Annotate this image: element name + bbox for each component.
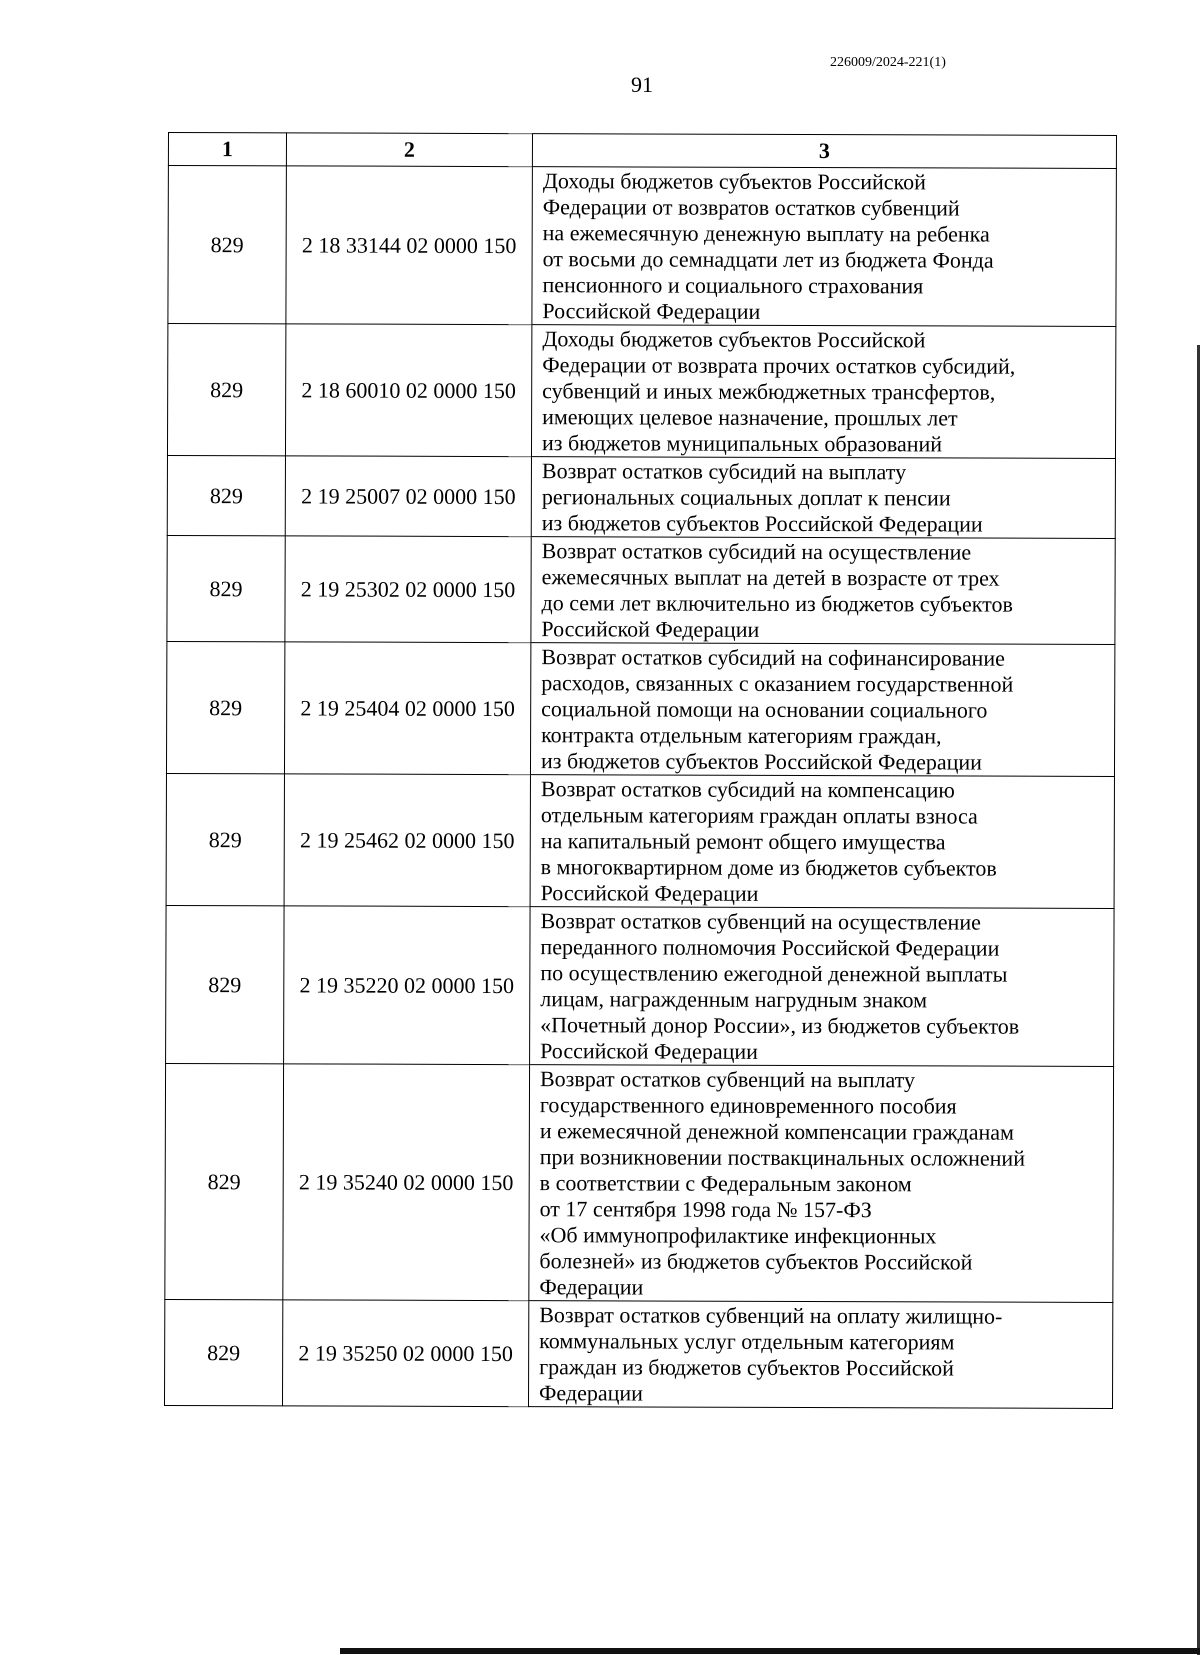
description-line: контракта отдельным категориям граждан,: [541, 722, 942, 749]
table-header-row: [168, 133, 1116, 169]
table-row: [167, 324, 1115, 459]
admin-code-cell: 829: [164, 1299, 282, 1405]
table-row: [167, 455, 1115, 538]
description-line: по осуществлению ежегодной денежной выплаты: [540, 960, 1008, 987]
description-line: Возврат остатков субсидий на софинансирование: [541, 644, 1005, 671]
description-line: от 17 сентября 1998 года № 157-ФЗ: [539, 1196, 872, 1223]
scan-edge-bottom: [340, 1648, 1200, 1654]
description-line: Доходы бюджетов субъектов Российской: [542, 168, 926, 195]
description-line: Возврат остатков субвенций на оплату жилищно-: [539, 1302, 1003, 1329]
column-header-3: 3: [532, 134, 1116, 169]
description-line: региональных социальных доплат к пенсии: [541, 484, 951, 511]
revenue-description-cell: [532, 167, 1116, 327]
description-line: из бюджетов субъектов Российской Федерации: [541, 510, 983, 537]
budget-classification-code-cell: 2 18 33144 02 0000 150: [286, 166, 532, 325]
revenue-description-cell: [530, 775, 1114, 909]
revenue-description-cell: [529, 1065, 1114, 1303]
description-line: отдельным категориям граждан оплаты взноса: [540, 802, 978, 829]
admin-code-cell: 829: [165, 1063, 284, 1299]
description-line: Федерации от возврата прочих остатков субсидий,: [542, 352, 1016, 379]
description-line: пенсионного и социального страхования: [542, 272, 924, 299]
revenue-description-cell: [531, 325, 1115, 459]
description-line: болезней» из бюджетов субъектов Российской: [539, 1248, 973, 1275]
document-number: 226009/2024-221(1): [830, 55, 946, 70]
description-line: ежемесячных выплат на детей в возрасте от трех: [541, 564, 1000, 591]
description-line: социальной помощи на основании социального: [541, 696, 988, 723]
table-row: [166, 905, 1114, 1066]
table-row: [164, 1299, 1112, 1408]
budget-classification-code-cell: 2 19 35250 02 0000 150: [282, 1300, 528, 1407]
admin-code-cell: 829: [168, 166, 286, 324]
description-line: и ежемесячной денежной компенсации гражданам: [539, 1118, 1015, 1145]
description-line: Федерации: [539, 1274, 644, 1300]
revenue-description-cell: [530, 643, 1114, 777]
description-line: Возврат остатков субсидий на компенсацию: [540, 776, 955, 803]
description-line: Возврат остатков субсидий на осуществление: [541, 538, 972, 565]
description-line: из бюджетов субъектов Российской Федерации: [540, 748, 983, 775]
table-row: [168, 166, 1116, 327]
description-line: Возврат остатков субвенций на выплату: [539, 1066, 916, 1093]
description-line: из бюджетов муниципальных образований: [541, 430, 943, 457]
table-body: [164, 166, 1116, 1409]
description-line: от восьми до семнадцати лет из бюджета Фонда: [542, 246, 994, 273]
description-line: государственного единовременного пособия: [539, 1092, 957, 1119]
description-line: переданного полномочия Российской Федерации: [540, 934, 1000, 961]
budget-classification-code-cell: 2 19 35220 02 0000 150: [284, 906, 530, 1065]
admin-code-cell: 829: [166, 641, 284, 773]
admin-code-cell: 829: [166, 773, 284, 905]
revenue-description-cell: [531, 457, 1115, 539]
description-line: лицам, награжденным нагрудным знаком: [540, 986, 928, 1013]
description-line: Российской Федерации: [540, 880, 759, 906]
description-line: Федерации от возвратов остатков субвенций: [542, 194, 960, 221]
budget-classification-code-cell: 2 18 60010 02 0000 150: [285, 324, 531, 457]
description-line: Российской Федерации: [540, 1038, 758, 1064]
description-line: на капитальный ремонт общего имущества: [540, 828, 946, 855]
description-line: коммунальных услуг отдельным категориям: [539, 1328, 955, 1355]
description-line: до семи лет включительно из бюджетов субъектов: [541, 590, 1013, 617]
revenue-description-cell: [528, 1301, 1112, 1409]
description-line: в многоквартирном доме из бюджетов субъектов: [540, 854, 997, 881]
column-header-1: 1: [168, 133, 286, 166]
page-number: 91: [631, 72, 653, 97]
admin-code-cell: 829: [167, 535, 285, 641]
admin-code-cell: 829: [166, 905, 284, 1063]
description-line: Доходы бюджетов субъектов Российской: [542, 326, 926, 353]
description-line: расходов, связанных с оказанием государственной: [541, 670, 1014, 697]
description-line: граждан из бюджетов субъектов Российской: [539, 1354, 954, 1381]
table-row: [167, 535, 1115, 644]
revenue-description-cell: [531, 537, 1115, 645]
description-line: субвенций и иных межбюджетных трансфертов,: [542, 378, 996, 405]
admin-code-cell: 829: [167, 455, 285, 535]
table-row: [166, 641, 1114, 776]
description-line: при возникновении поствакцинальных осложнений: [539, 1144, 1026, 1171]
column-header-2: 2: [286, 133, 532, 167]
budget-classification-code-cell: 2 19 25007 02 0000 150: [285, 456, 531, 537]
description-line: «Об иммунопрофилактике инфекционных: [539, 1222, 937, 1249]
revenue-description-cell: [530, 907, 1114, 1067]
description-line: Возврат остатков субвенций на осуществление: [540, 908, 981, 935]
description-line: имеющих целевое назначение, прошлых лет: [542, 404, 958, 431]
description-line: в соответствии с Федеральным законом: [539, 1170, 912, 1197]
description-line: Российской Федерации: [541, 616, 760, 642]
budget-classification-code-cell: 2 19 25404 02 0000 150: [284, 642, 530, 775]
description-line: Возврат остатков субсидий на выплату: [541, 458, 907, 485]
budget-classification-code-cell: 2 19 25302 02 0000 150: [285, 536, 531, 643]
admin-code-cell: 829: [167, 324, 285, 456]
description-line: Российской Федерации: [542, 298, 761, 324]
budget-classification-code-cell: 2 19 35240 02 0000 150: [283, 1064, 530, 1301]
table-row: [165, 1063, 1114, 1302]
description-line: «Почетный донор России», из бюджетов субъектов: [540, 1012, 1020, 1039]
table-row: [166, 773, 1114, 908]
description-line: Федерации: [539, 1380, 643, 1406]
budget-classification-table: [164, 132, 1117, 1409]
description-line: на ежемесячную денежную выплату на ребенка: [542, 220, 990, 247]
budget-classification-code-cell: 2 19 25462 02 0000 150: [284, 774, 530, 907]
